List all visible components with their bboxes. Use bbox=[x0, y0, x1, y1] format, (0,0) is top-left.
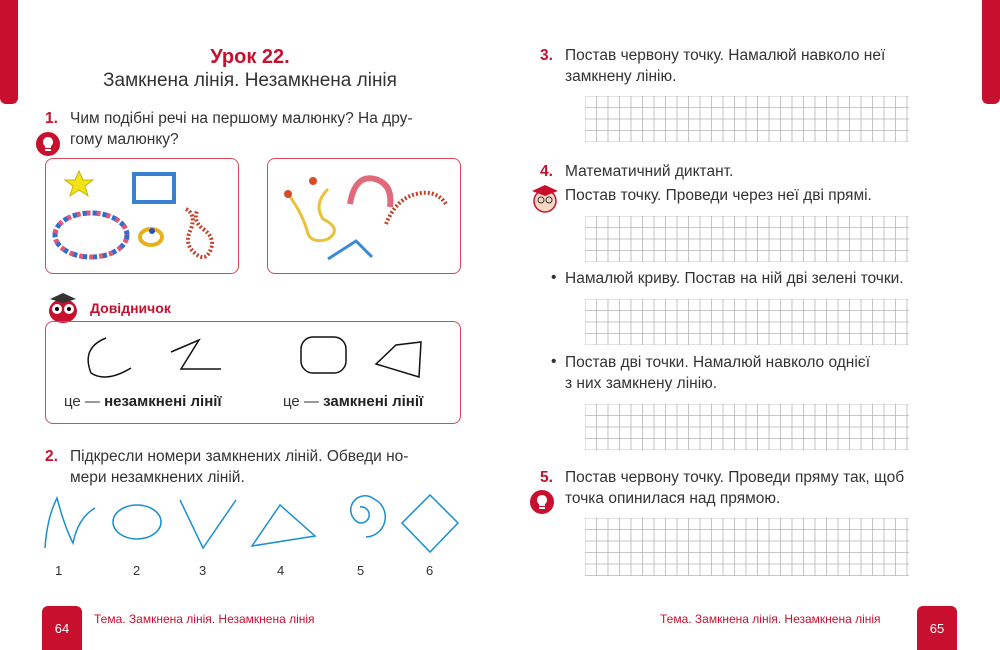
caption-prefix: це — bbox=[283, 393, 324, 410]
lightbulb-icon bbox=[529, 489, 555, 515]
task-text: Намалюй криву. Постав на ній дві зелені точки. bbox=[565, 270, 904, 287]
grid-task-4-2 bbox=[585, 299, 909, 345]
page-number: 64 bbox=[42, 606, 82, 650]
task-text-line2: мери незамкнених ліній. bbox=[70, 469, 245, 486]
shapes-row bbox=[40, 490, 465, 555]
task-2 bbox=[45, 446, 465, 490]
task-number: 3. bbox=[540, 47, 553, 64]
task-4-item-2 bbox=[565, 268, 965, 289]
bullet: • bbox=[551, 353, 557, 370]
student-icon bbox=[528, 182, 562, 216]
right-edge-tab bbox=[982, 0, 1000, 104]
caption-prefix: це — bbox=[64, 393, 105, 410]
shape-4 bbox=[252, 505, 315, 546]
shape-number: 5 bbox=[357, 563, 365, 578]
bullet: • bbox=[551, 269, 557, 286]
task-text-line2: замкнену лінію. bbox=[565, 68, 677, 85]
task-text-line1: Підкресли номери замкнених ліній. Обведи но- bbox=[70, 448, 409, 465]
task-text-line1: Постав червону точку. Намалюй навколо неї bbox=[565, 47, 886, 64]
task-text-line2: точка опинилася над прямою. bbox=[565, 490, 781, 507]
owl-teacher-icon bbox=[44, 291, 82, 325]
objects-illustration bbox=[46, 159, 238, 273]
task-3 bbox=[540, 45, 960, 89]
task-4-item-3 bbox=[565, 352, 930, 396]
footer-topic: Тема. Замкнена лінія. Незамкнена лінія bbox=[94, 612, 315, 626]
shape-6 bbox=[402, 495, 458, 552]
task-number: 2. bbox=[45, 448, 58, 465]
task-4-item-1 bbox=[565, 185, 965, 206]
shape-2 bbox=[113, 505, 161, 539]
task-number: 1. bbox=[45, 110, 58, 127]
open-lines-illustration bbox=[268, 159, 460, 273]
shape-number: 4 bbox=[277, 563, 285, 578]
dovidnychok-title: Довідничок bbox=[90, 300, 171, 316]
task-4-title bbox=[540, 161, 960, 182]
task-text: Постав точку. Проведи через неї дві прямі. bbox=[565, 187, 872, 204]
caption-open-lines bbox=[64, 393, 222, 410]
shape-number: 2 bbox=[133, 563, 141, 578]
dovidnychok-box bbox=[45, 321, 461, 424]
task-text-line1: Постав червону точку. Проведи пряму так, щоб bbox=[565, 469, 905, 486]
task-text-line1: Постав дві точки. Намалюй навколо однієї bbox=[565, 354, 871, 371]
task-text: Математичний диктант. bbox=[565, 163, 734, 180]
task-text-line1: Чим подібні речі на першому малюнку? На дру- bbox=[70, 110, 413, 127]
task-1 bbox=[45, 108, 465, 152]
shape-number: 6 bbox=[426, 563, 434, 578]
grid-task-3 bbox=[585, 96, 909, 142]
page-number: 65 bbox=[917, 606, 957, 650]
caption-closed-lines bbox=[283, 393, 423, 410]
footer-topic: Тема. Замкнена лінія. Незамкнена лінія bbox=[660, 612, 881, 626]
shape-1 bbox=[45, 498, 95, 548]
caption-bold: незамкнені лінії bbox=[104, 393, 222, 410]
task-text-line2: з них замкнену лінію. bbox=[565, 375, 718, 392]
shape-3 bbox=[180, 500, 236, 548]
task-text-line2: гому малюнку? bbox=[70, 131, 179, 148]
task-5 bbox=[540, 467, 960, 511]
task-number: 5. bbox=[540, 469, 553, 486]
grid-task-5 bbox=[585, 518, 909, 576]
grid-task-4-3 bbox=[585, 404, 909, 450]
task-number: 4. bbox=[540, 163, 553, 180]
lesson-title: Урок 22. bbox=[210, 46, 290, 68]
grid-task-4-1 bbox=[585, 216, 909, 262]
caption-bold: замкнені лінії bbox=[323, 393, 424, 410]
shape-5 bbox=[351, 496, 386, 537]
lesson-subtitle: Замкнена лінія. Незамкнена лінія bbox=[103, 70, 397, 91]
lightbulb-icon bbox=[35, 131, 61, 157]
shape-number: 1 bbox=[55, 563, 63, 578]
picture-box-open-lines bbox=[267, 158, 461, 274]
shape-number: 3 bbox=[199, 563, 207, 578]
picture-box-objects bbox=[45, 158, 239, 274]
